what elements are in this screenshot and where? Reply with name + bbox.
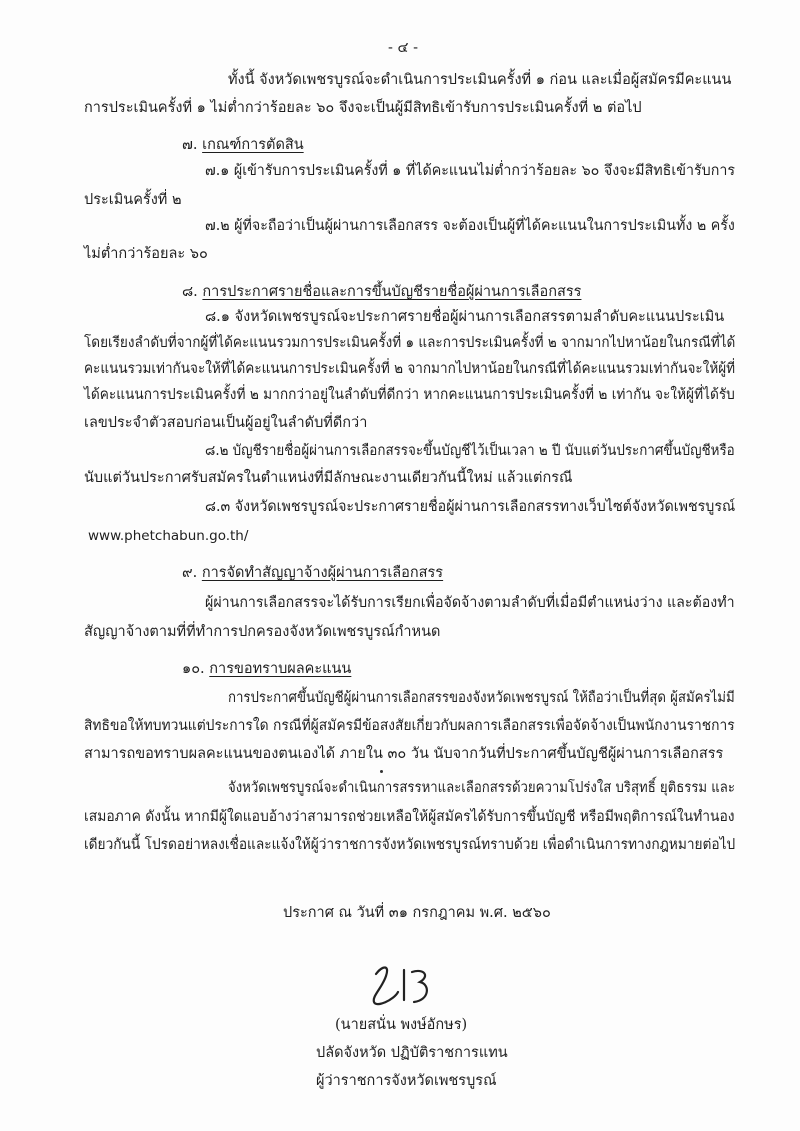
section8-line: ๘.๓ จังหวัดเพชรบูรณ์จะประกาศรายชื่อผู้ผ่านการเลือกสรรทางเว็บไซต์จังหวัดเพชรบูรณ์ — [205, 499, 736, 515]
section8-line: ๘.๒ บัญชีรายชื่อผู้ผ่านการเลือกสรรจะขึ้นบัญชีไว้เป็นเวลา ๒ ปี นับแต่วันประกาศขึ้นบัญชีหรือ — [205, 443, 735, 459]
section7-line: ๗.๒ ผู้ที่จะถือว่าเป็นผู้ผ่านการเลือกสรร จะต้องเป็นผู้ที่ได้คะแนนในการประเมินทั้ง ๒ ครั้ง — [205, 218, 735, 234]
section8-line: ได้คะแนนการประเมินครั้งที่ ๒ มากกว่าอยู่ในลำดับที่ดีกว่า หากคะแนนการประเมินครั้งที่ ๒ เท่ากัน จะให้ผู้ที่ได้รับ — [84, 387, 735, 403]
section8-line: ๘.๑ จังหวัดเพชรบูรณ์จะประกาศรายชื่อผู้ผ่านการเลือกสรรตามลำดับคะแนนประเมิน — [205, 309, 725, 325]
section8-line: คะแนนรวมเท่ากันจะให้ที่ได้คะแนนการประเมินครั้งที่ ๒ จากมากไปหาน้อยในกรณีที่ได้คะแนนรวมเท่ากันจะให้ผู้ที่ — [84, 361, 736, 377]
section9-line: สัญญาจ้างตามที่ที่ทำการปกครองจังหวัดเพชรบูรณ์กำหนด — [84, 624, 441, 640]
section10-line: สามารถขอทราบผลคะแนนของตนเองได้ ภายใน ๓๐ วัน นับจากวันที่ประกาศขึ้นบัญชีผู้ผ่านการเลือกสรร — [84, 746, 724, 762]
announcement-date: ประกาศ ณ วันที่ ๓๑ กรกฎาคม พ.ศ. ๒๕๖๐ — [283, 905, 551, 921]
section8-line: นับแต่วันประกาศรับสมัครในตำแหน่งที่มีลักษณะงานเดียวกันนี้ใหม่ แล้วแต่กรณี — [84, 470, 573, 486]
section7-heading — [182, 135, 304, 155]
handwritten-signature — [368, 960, 438, 1012]
signatory-name: (นายสนั่น พงษ์อักษร) — [335, 1017, 468, 1033]
section-title: การขอทราบผลคะแนน — [209, 661, 352, 677]
ink-speck — [380, 770, 383, 773]
section8-line: โดยเรียงลำดับที่จากผู้ที่ได้คะแนนรวมการประเมินครั้งที่ ๑ และการประเมินครั้งที่ ๒ จากมากไปหาน้อยในกรณีที่ได้ — [84, 335, 736, 351]
section10-heading — [182, 659, 351, 679]
section8-line: เลขประจำตัวสอบก่อนเป็นผู้อยู่ในลำดับที่ดีกว่า — [84, 415, 368, 431]
section7-line: ไม่ต่ำกว่าร้อยละ ๖๐ — [84, 246, 208, 262]
intro-line: การประเมินครั้งที่ ๑ ไม่ต่ำกว่าร้อยละ ๖๐ จึงจะเป็นผู้มีสิทธิเข้ารับการประเมินครั้งที่ ๒ ต่อไป — [84, 100, 642, 116]
page-number: - ๔ - — [388, 40, 418, 56]
intro-line: ทั้งนี้ จังหวัดเพชรบูรณ์จะดำเนินการประเมินครั้งที่ ๑ ก่อน และเมื่อผู้สมัครมีคะแนน — [228, 72, 732, 88]
section-number: ๗. — [182, 137, 198, 153]
section9-line: ผู้ผ่านการเลือกสรรจะได้รับการเรียกเพื่อจัดจ้างตามลำดับที่เมื่อมีตำแหน่งว่าง และต้องทำ — [205, 595, 735, 611]
section-number: ๑๐. — [182, 661, 205, 677]
section-number: ๘. — [182, 284, 198, 300]
closing-line: เดียวกันนี้ โปรดอย่าหลงเชื่อและแจ้งให้ผู้ว่าราชการจังหวัดเพชรบูรณ์ทราบด้วย เพื่อดำเนินการทางกฎหมายต่อไป — [84, 837, 736, 853]
closing-line: จังหวัดเพชรบูรณ์จะดำเนินการสรรหาและเลือกสรรด้วยความโปร่งใส บริสุทธิ์ ยุติธรรม และ — [228, 780, 735, 796]
section-title: การประกาศรายชื่อและการขึ้นบัญชีรายชื่อผู้ผ่านการเลือกสรร — [202, 284, 582, 300]
closing-line: เสมอภาค ดังนั้น หากมีผู้ใดแอบอ้างว่าสามารถช่วยเหลือให้ผู้สมัครได้รับการขึ้นบัญชี หรือมีพฤติการณ์ในทำนอง — [84, 809, 735, 825]
section-number: ๙. — [182, 565, 198, 581]
section-title: เกณฑ์การตัดสิน — [202, 137, 304, 153]
section10-line: สิทธิขอให้ทบทวนแต่ประการใด กรณีที่ผู้สมัครมีข้อสงสัยเกี่ยวกับผลการเลือกสรรเพื่อจัดจ้างเป็นพนักงานราชการ — [84, 718, 735, 734]
section-title: การจัดทำสัญญาจ้างผู้ผ่านการเลือกสรร — [201, 565, 444, 581]
signatory-position: ปลัดจังหวัด ปฏิบัติราชการแทน — [316, 1045, 508, 1061]
section8-heading — [182, 282, 581, 302]
section7-line: ประเมินครั้งที่ ๒ — [84, 192, 182, 208]
section9-heading — [182, 563, 443, 583]
section7-line: ๗.๑ ผู้เข้ารับการประเมินครั้งที่ ๑ ที่ได้คะแนนไม่ต่ำกว่าร้อยละ ๖๐ จึงจะมีสิทธิเข้ารับการ — [205, 163, 736, 179]
website-url: www.phetchabun.go.th/ — [88, 528, 249, 544]
section10-line: การประกาศขึ้นบัญชีผู้ผ่านการเลือกสรรของจังหวัดเพชรบูรณ์ ให้ถือว่าเป็นที่สุด ผู้สมัครไม่มี — [228, 690, 735, 706]
signatory-office: ผู้ว่าราชการจังหวัดเพชรบูรณ์ — [316, 1073, 497, 1089]
